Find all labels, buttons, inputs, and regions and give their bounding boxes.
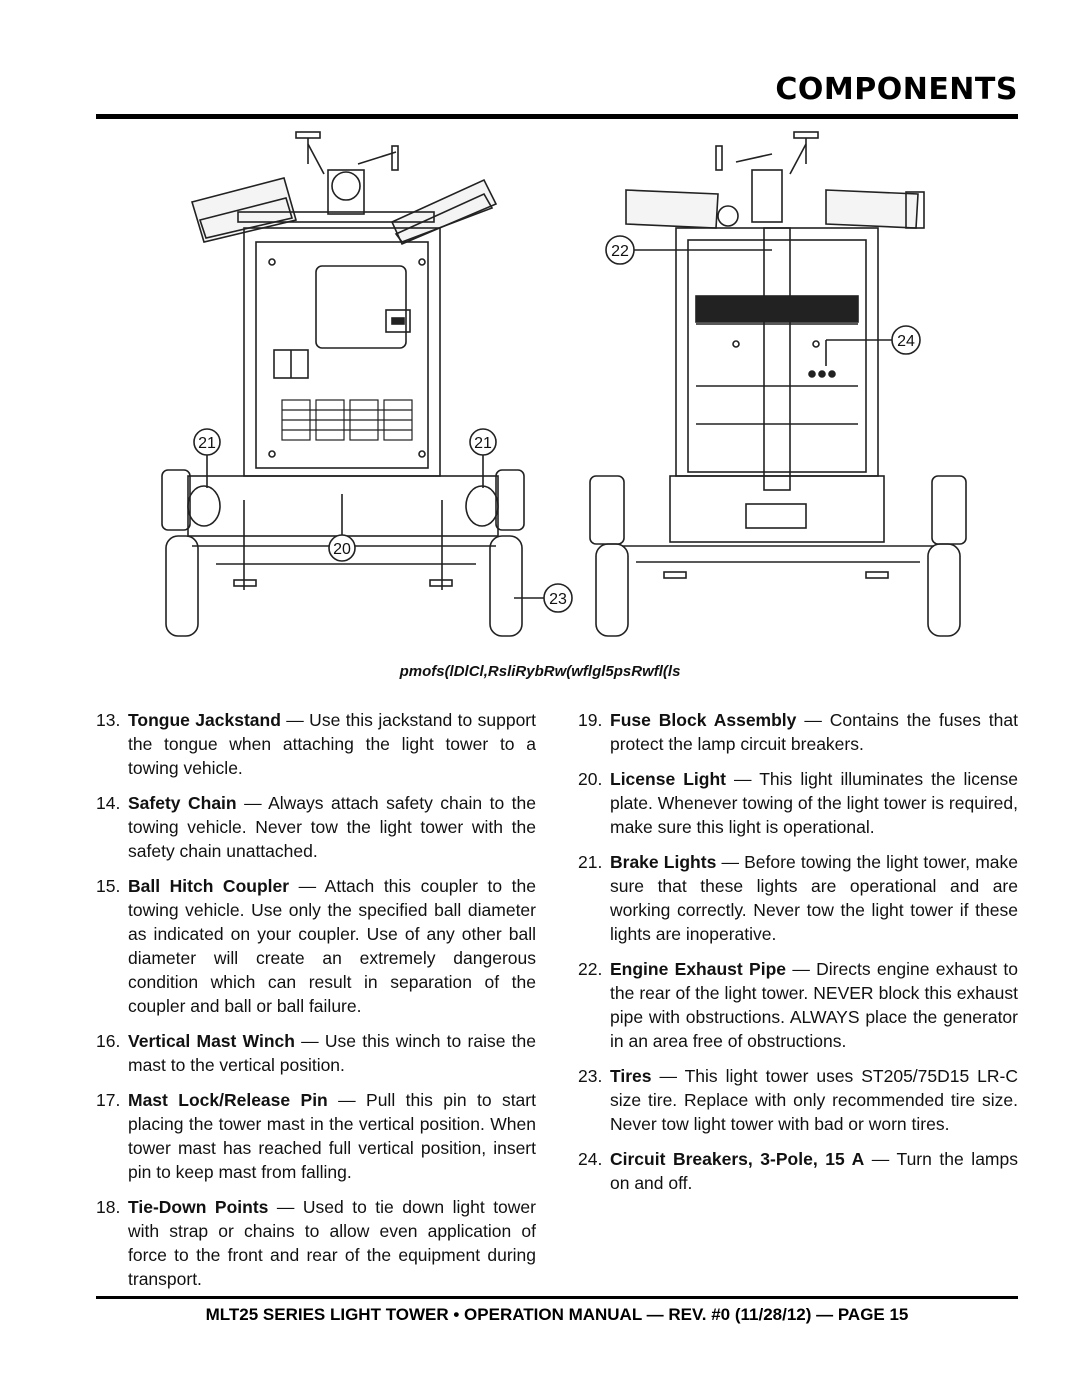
item-description: — Directs engine exhaust to the rear of the light tower. NEVER block this exhaust pipe with obstructions. ALWAYS place the generator in an area free of obstructions. [610, 959, 1018, 1051]
component-item-22 [578, 957, 1018, 1053]
component-item-18 [96, 1195, 536, 1291]
item-term: Circuit Breakers, 3-Pole, 15 A [610, 1149, 865, 1169]
component-item-13 [96, 708, 536, 780]
item-description: — Pull this pin to start placing the tower mast in the vertical position. When tower mast has reached full vertical position, insert pin to keep mast from falling. [128, 1090, 536, 1182]
item-text [128, 1088, 536, 1184]
item-text [128, 708, 536, 780]
item-number: 22. [578, 959, 603, 979]
item-description: — Use this jackstand to support the tongue when attaching the light tower to a towing vehicle. [128, 710, 536, 778]
item-description: — This light illuminates the license plate. Whenever towing of the light tower is required, make sure this light is operational. [610, 769, 1018, 837]
item-number: 17. [96, 1090, 121, 1110]
item-number: 13. [96, 710, 121, 730]
light-tower-illustration [96, 124, 1018, 664]
callout-23: 23 [549, 591, 567, 608]
item-term: Brake Lights [610, 852, 717, 872]
item-number: 23. [578, 1066, 603, 1086]
bottom-divider [96, 1296, 1018, 1299]
item-number: 21. [578, 852, 603, 872]
item-term: License Light [610, 769, 726, 789]
item-term: Mast Lock/Release Pin [128, 1090, 328, 1110]
item-number: 18. [96, 1197, 121, 1217]
item-text [128, 791, 536, 863]
item-term: Fuse Block Assembly [610, 710, 797, 730]
top-divider [96, 114, 1018, 119]
component-item-24 [578, 1147, 1018, 1195]
item-description: — Used to tie down light tower with strap or chains to allow even application of force to the front and rear of the equipment during transport. [128, 1197, 536, 1289]
callout-21-right: 21 [474, 435, 492, 452]
item-text [610, 767, 1018, 839]
item-term: Ball Hitch Coupler [128, 876, 290, 896]
item-number: 16. [96, 1031, 121, 1051]
item-number: 20. [578, 769, 603, 789]
component-item-14 [96, 791, 536, 863]
item-text [610, 1064, 1018, 1136]
item-term: Vertical Mast Winch [128, 1031, 295, 1051]
item-description: — Attach this coupler to the towing vehicle. Use only the specified ball diameter as indicated on your coupler. Use of any other ball diameter will create an extremely dangerous condition which can result in separation of the coupler and ball or ball failure. [128, 876, 536, 1016]
page-footer: MLT25 SERIES LIGHT TOWER • OPERATION MANUAL — REV. #0 (11/28/12) — PAGE 15 [205, 1305, 909, 1324]
component-item-15 [96, 874, 536, 1018]
component-item-17 [96, 1088, 536, 1184]
item-text [610, 957, 1018, 1053]
component-item-20 [578, 767, 1018, 839]
item-text [610, 1147, 1018, 1195]
item-description: — This light tower uses ST205/75D15 LR-C size tire. Replace with only recommended tire size. Never tow light tower with bad or worn tires. [610, 1066, 1018, 1134]
item-description: — Use this winch to raise the mast to the vertical position. [128, 1031, 536, 1075]
item-description: — Always attach safety chain to the towing vehicle. Never tow the light tower with the safety chain unattached. [128, 793, 536, 861]
component-item-21 [578, 850, 1018, 946]
item-text [610, 708, 1018, 756]
component-item-16 [96, 1029, 536, 1077]
item-term: Safety Chain [128, 793, 237, 813]
component-item-23 [578, 1064, 1018, 1136]
component-list-left [96, 708, 536, 1302]
item-number: 24. [578, 1149, 603, 1169]
item-description: — Turn the lamps on and off. [610, 1149, 1018, 1193]
component-list-right [578, 708, 1018, 1206]
item-term: Engine Exhaust Pipe [610, 959, 787, 979]
callout-20: 20 [333, 541, 351, 558]
item-term: Tie-Down Points [128, 1197, 269, 1217]
item-number: 19. [578, 710, 603, 730]
callout-22: 22 [611, 243, 629, 260]
item-number: 15. [96, 876, 121, 896]
item-text [128, 1195, 536, 1291]
item-description: — Contains the fuses that protect the lamp circuit breakers. [610, 710, 1018, 754]
item-term: Tires [610, 1066, 652, 1086]
item-number: 14. [96, 793, 121, 813]
item-text [610, 850, 1018, 946]
rear-view-drawing [514, 132, 966, 636]
callout-24: 24 [897, 333, 915, 350]
item-term: Tongue Jackstand [128, 710, 281, 730]
callout-21-left: 21 [198, 435, 216, 452]
item-text [128, 874, 536, 1018]
item-text [128, 1029, 536, 1077]
component-item-19 [578, 708, 1018, 756]
item-description: — Before towing the light tower, make sure that these lights are operational and are working correctly. Never tow the light tower if these lights are inoperative. [610, 852, 1019, 944]
front-view-drawing [162, 132, 524, 636]
page-title: COMPONENTS [775, 72, 1018, 107]
figure-caption: pmofs(lDlCl,RsliRybRw(wflgl5psRwfl(ls [399, 663, 681, 680]
